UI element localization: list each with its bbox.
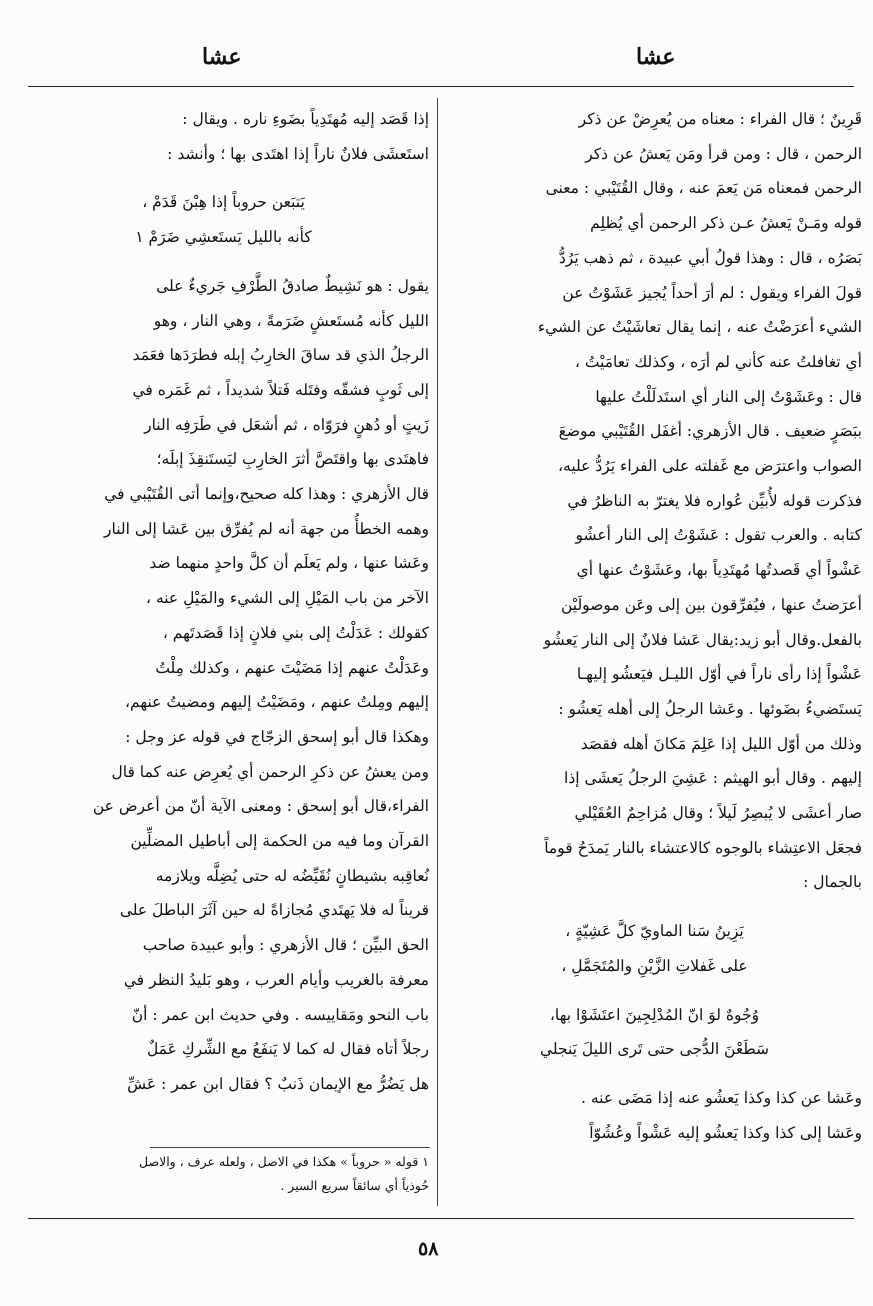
text-line: قَرِينٌ ؛ قال الفراء : معناه من يُعرِضْ عن ذكر [578, 110, 862, 128]
text-line: قال : وعَشَوْتُ إلى النار أي استَدلَلْتُ عليها [595, 387, 862, 406]
text-line: وعَشا عن كذا وكذا يَعشُو عنه إذا مَضَى عنه . [580, 1088, 862, 1107]
text-line: أعرَضتُ عنها ، فيُفرِّقون بين إلى وعَن موصولَيْن [560, 595, 862, 614]
text-line: الفراء،قال أبو إسحق : ومعنى الآية أنّ من أعرض عن [92, 797, 429, 816]
text-line: قال الأزهري : وهذا كله صحيح،وإنما أتى القُتَيْبي في [104, 485, 429, 504]
text-line: الآخر من باب المَيْلِ إلى الشيء والمَيْلِ عنه ، [146, 589, 429, 608]
text-line: بَصَرُه ، قال : وهذا قولُ أبي عبيدة ، ثم ذهب يَرُدُّ [558, 248, 862, 267]
top-rule [28, 86, 854, 87]
text-line: يقول : هو نَشِيطٌ صادقُ الطَّرْفِ جَريءٌ على [156, 276, 429, 295]
text-line: إليهم ومِلتُ عنهم ، ومَضَيْتُ إليهم ومضيتُ عنهم، [125, 693, 429, 712]
text-line: الليل كأنه مُستَعشٍ ضَرَمةً ، وهي النار ، وهو [153, 311, 429, 330]
column-divider [437, 98, 438, 1206]
text-line: استَعشَى فلانٌ ناراً إذا اهتَدى بها ؛ وأنشد : [167, 144, 429, 163]
text-line: الرجلُ الذي قد ساقَ الخارِبُ إبله فطرَدَها فعَمَد [132, 346, 429, 365]
text-line: الحق البيِّن ؛ قال الأزهري : وأبو عبيدة صاحب [142, 936, 429, 955]
text-line: صار أعشَى لا يُبصِرُ لَيلاً ؛ وقال مُزاحِمٌ العُقَيْلي [574, 804, 862, 823]
text-line: ومن يعشُ عن ذكرِ الرحمن أي يُعرِض عنه كما قال [111, 762, 429, 781]
text-line: زَيتٍ أو دُهنٍ فرَوّاه ، ثم أشعَل في طَرَفِه النار [144, 415, 429, 434]
text-line: فاهتَدى بها واقتَصَّ أثرَ الخارِبِ ليَستَنقِذَ إبلَه؛ [156, 450, 429, 469]
text-line: وهكذا قال أبو إسحق الزجّاج في قوله عز وجل : [125, 727, 429, 746]
verse-line: سَطَعْنَ الدُّجى حتى تَرى الليلَ يَنجلي [539, 1040, 770, 1059]
text-line: نُعاقِبه بشيطانٍ نُقَيِّضُه له حتى يُضِلَّه ويلازمه [155, 866, 429, 885]
text-line: عَشْواً أي قَصدتُها مُهتَدِياً بها، وعَشَوْتُ عنها أي [576, 561, 862, 580]
text-line: وعَدَلْتُ عنهم إذا مَضَيْتَ عنهم ، وكذلك مِلْتُ [155, 658, 429, 677]
text-line: باب النحو ومَقاييسه . وفي حديث ابن عمر : أنّ [131, 1005, 429, 1024]
text-line: كتابه . والعرب تقول : عَشَوْتُ إلى النار أعشُو [575, 526, 862, 545]
text-line: وعَشا عنها ، ولم يَعلَم أن كلَّ واحدٍ منهما ضد [149, 554, 429, 573]
text-line: هل يَضُرُّ مع الإيمان ذَنبٌ ؟ فقال ابن عمر : عَشِّ [127, 1074, 429, 1093]
text-line: الرحمن فمعناه مَن يَعمَ عنه ، وقال القُتَيْبي : معنى [545, 179, 862, 198]
bottom-rule [28, 1218, 854, 1219]
footnote-line: حُوذياً أي سائقاً سريع السير . [280, 1178, 429, 1193]
text-line: وهمه الخطأُ من جهة أنه لم يُفرِّق بين عَشا إلى النار [104, 519, 429, 538]
page-number: ٥٨ [418, 1238, 439, 1260]
left-column [18, 102, 429, 1102]
header-title-left: عشا [202, 44, 242, 70]
footnote-rule [150, 1147, 430, 1148]
text-line: رجلاً أتاه فقال له كما لا يَنفَعُ مع الشِّركِ عَمَلٌ [146, 1040, 429, 1059]
text-line: فذكرت قوله لأُبيِّن عُواره فلا يغترّ به الناظرُ في [567, 491, 862, 510]
verse-line: كأنه بالليل يَستَعشِي ضَرَمْ ١ [135, 228, 312, 247]
text-line: كقولك : عَدَلْتُ إلى بني فلانٍ إذا قَصَدتَهم ، [162, 623, 429, 642]
text-line: بالفعل.وقال أبو زيد:يقال عَشا فلانٌ إلى النار يَعشُو [543, 630, 862, 649]
footnote-line: ١ قوله « حروباً » هكذا في الاصل ، ولعله عرف ، والاصل [138, 1154, 429, 1169]
text-line: وعَشا إلى كذا وكذا يَعشُو إليه عَشْواً وعُشُوّاً [589, 1123, 862, 1142]
text-line: معرفة بالغريب وأيام العرب ، وهو بَليدُ النظر في [123, 970, 429, 989]
text-line: فجعَل الاعتِشاء بالوجوه كالاعتشاء بالنار يَمدَحُ قوماً [544, 838, 862, 857]
verse-line: يَزِينُ سَنا الماويّ كلَّ عَشِيّةٍ ، [565, 922, 744, 941]
text-line: عَشْواً إذا رأى ناراً في أوّل الليـل فيَعشُو إليهـا [576, 665, 862, 684]
text-line: أي تغافلتُ عنه كأني لم أرَه ، وكذلك تعامَيْتُ ، [574, 352, 862, 371]
verse-line: يَتبَعن حروباً إذا هِبْنَ قَدَمْ ، [142, 193, 305, 212]
text-line: الصواب واعترَض مع غَفلته على الفراء يَرُدُّ عليه، [558, 457, 862, 476]
text-line: قوله ومَـنْ يَعشُ عـن ذكر الرحمن أي يُظلِم [590, 214, 862, 233]
text-line: وذلك من أوّل الليل إذا عَلِمَ مَكانَ أهله فقصَد [580, 734, 862, 753]
text-line: قريناً له فلا يَهتَدي مُجازاةً له حين آثَرَ الباطلَ على [119, 901, 429, 920]
verse-line: وُجُوهٌ لوَ انّ المُدْلِجِينَ اعتَشَوْا بها، [549, 1005, 760, 1024]
header-title-right: عشا [636, 44, 676, 70]
text-line: الشيء أعرَضْتُ عنه ، إنما يقال تعاشَيْتُ عن الشيء [537, 318, 862, 337]
text-line: إليهم . وقال أبو الهيثم : عَشِيَ الرجلُ يَعشَى إذا [564, 769, 862, 788]
text-line: بالجمال : [803, 873, 862, 892]
text-line: الرحمن ، قال : ومن قرأ ومَن يَعشُ عن ذكر [585, 144, 862, 163]
text-line: قولَ الفراء ويقول : لم أرَ أحداً يُجيز عَشَوْتُ عن [562, 283, 862, 302]
right-column [447, 102, 862, 1150]
text-line: إلى ثَوبٍ فشقّه وفتَله فَتلاً شديداً ، ثم غَمَره في [132, 380, 429, 399]
text-line: القرآن وما فيه من الحكمة إلى أباطيل المضلِّين [130, 832, 429, 851]
text-line: يَستَضيءُ بضَوئها . وعَشا الرجلُ إلى أهله يَعشُو : [558, 699, 862, 718]
verse-line: على غَفلاتِ الزَّيْنِ والمُتَجَمَّلِ ، [561, 956, 748, 975]
text-line: إذا قَصَد إليه مُهتَدِياً بضَوءِ ناره . ويقال : [182, 110, 429, 128]
text-line: ببَصَرٍ ضعيف . قال الأزهري: أغفَل القُتَيْبي موضعَ [558, 422, 862, 441]
footnote [18, 1150, 429, 1198]
